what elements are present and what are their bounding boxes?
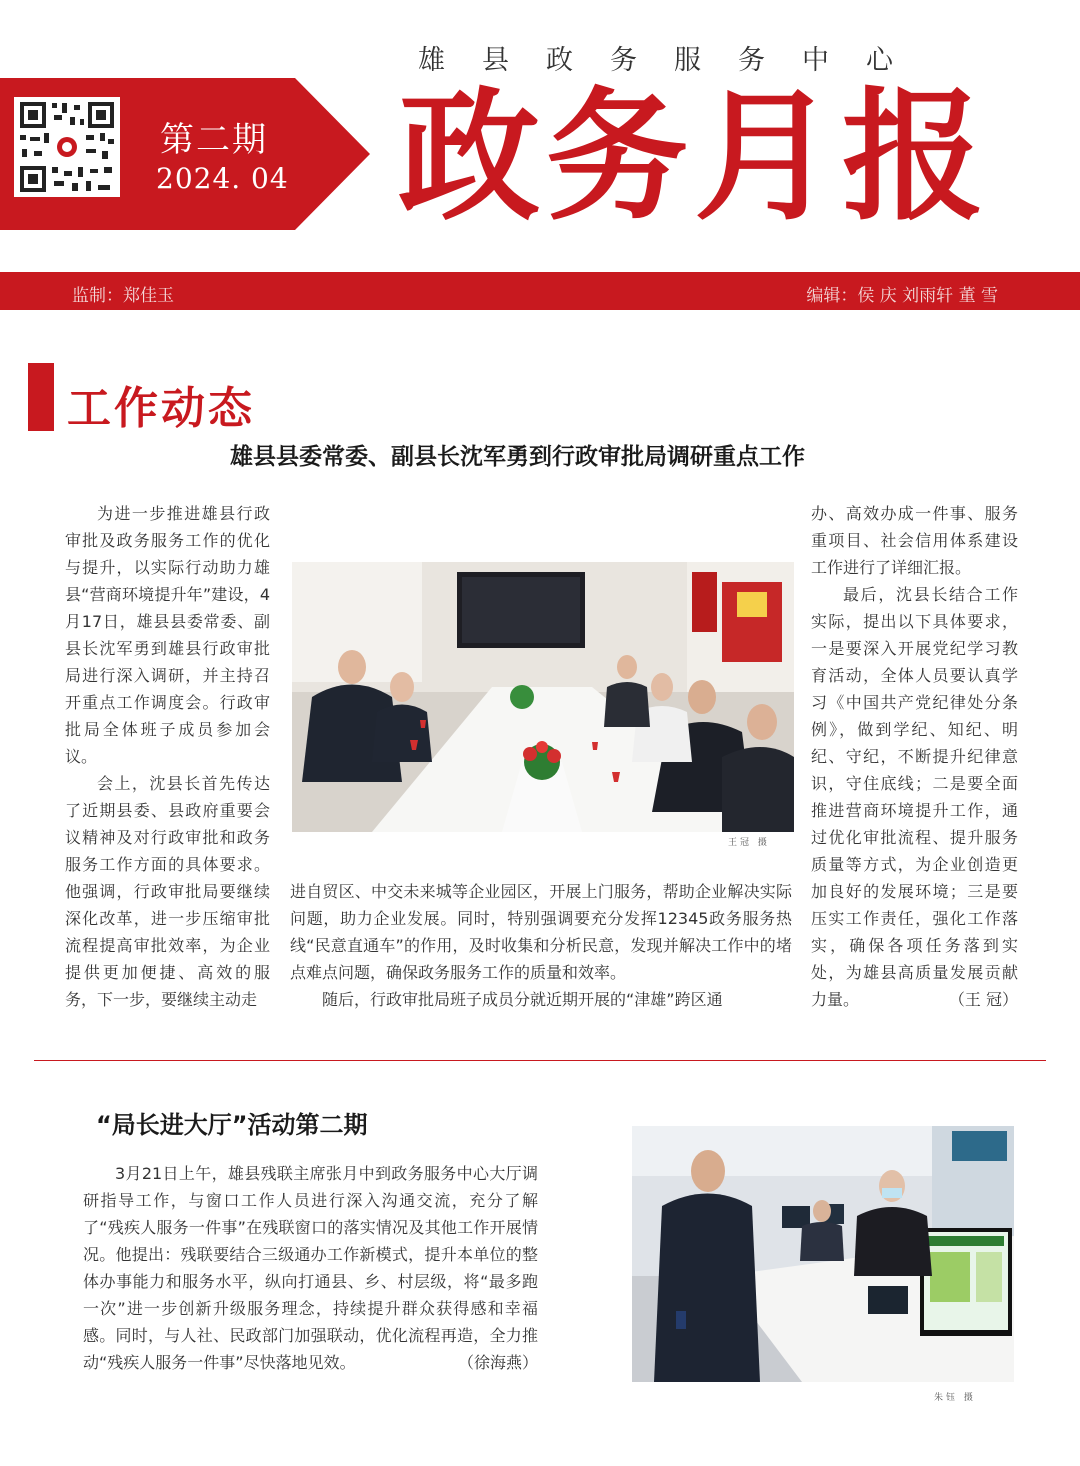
meeting-photo [292,562,794,832]
article1-column-1 [65,500,270,1013]
issue-date: 2024. 04 [156,162,289,195]
photo-credit: 王冠 摄 [728,838,770,848]
supervisor-credit: 监制：郑佳玉 [72,286,174,306]
paragraph: 3月21日上午，雄县残联主席张月中到政务服务中心大厅调研指导工作，与窗口工作人员进行深入沟通交流，充分了解了“残疾人服务一件事”在残联窗口的落实情况及其他工作开展情况。他提出：残联要结合三级通办工作新模式，提升本单位的整体办事能力和服务水平，纵向打通县、乡、村层级，将“最多跑一次”进一步创新升级服务理念，持续提升群众获得感和幸福感。同时，与人社、民政部门加强联动，优化流程再造，全力推动“残疾人服务一件事”尽快落地见效。 [83,1164,538,1372]
section-divider [34,1060,1046,1061]
qr-code [14,97,120,197]
service-hall-photo [632,1126,1014,1382]
article1-column-2 [290,878,792,1013]
section-marker [28,363,54,431]
staff-bar [0,272,1080,310]
paragraph: 最后，沈县长结合工作实际，提出以下具体要求，一是要深入开展党纪学习教育活动，全体人员要认真学习《中国共产党纪律处分条例》，做到学纪、知纪、明纪、守纪，不断提升纪律意识，守住底线；二是要全面推进营商环境提升工作，通过优化审批流程、提升服务质量等方式，为企业创造更加良好的发展环境；三是要压实工作责任，强化工作落实，确保各项任务落到实处，为雄县高质量发展贡献力量。 [811,585,1018,1009]
newsletter-title: 政务月报 [398,75,990,240]
paragraph: 办、高效办成一件事、服务重项目、社会信用体系建设工作进行了详细汇报。 [811,504,1018,577]
issue-number: 第二期 [160,120,268,160]
article2-headline: “局长进大厅”活动第二期 [96,1111,368,1139]
article2-body [83,1160,538,1376]
org-name: 雄县政务服务中心 [418,45,930,76]
paragraph: 进自贸区、中交未来城等企业园区，开展上门服务，帮助企业解决实际问题，助力企业发展。同时，特别强调要充分发挥12345政务服务热线“民意直通车”的作用，及时收集和分析民意，发现并解决工作中的堵点难点问题，确保政务服务工作的质量和效率。 [290,882,792,982]
paragraph: 随后，行政审批局班子成员分就近期开展的“津雄”跨区通 [322,990,723,1009]
article1-headline: 雄县县委常委、副县长沈军勇到行政审批局调研重点工作 [230,444,805,470]
paragraph: 会上，沈县长首先传达了近期县委、县政府重要会议精神及对行政审批和政务服务工作方面的具体要求。他强调，行政审批局要继续深化改革，进一步压缩审批流程提高审批效率，为企业提供更加便捷、高效的服务，下一步，要继续主动走 [65,774,270,1009]
editor-credits: 编辑：侯 庆 刘雨轩 董 雪 [806,286,998,306]
article1-signature: （王 冠） [948,990,1018,1009]
section-title: 工作动态 [67,383,255,434]
article2-signature: （徐海燕） [457,1353,538,1372]
photo-credit: 朱钰 摄 [934,1393,976,1403]
paragraph: 为进一步推进雄县行政审批及政务服务工作的优化与提升，以实际行动助力雄县“营商环境提升年”建设，4月17日，雄县县委常委、副县长沈军勇到雄县行政审批局进行深入调研，并主持召开重点工作调度会。行政审批局全体班子成员参加会议。 [65,504,270,766]
article1-column-3 [811,500,1018,1013]
